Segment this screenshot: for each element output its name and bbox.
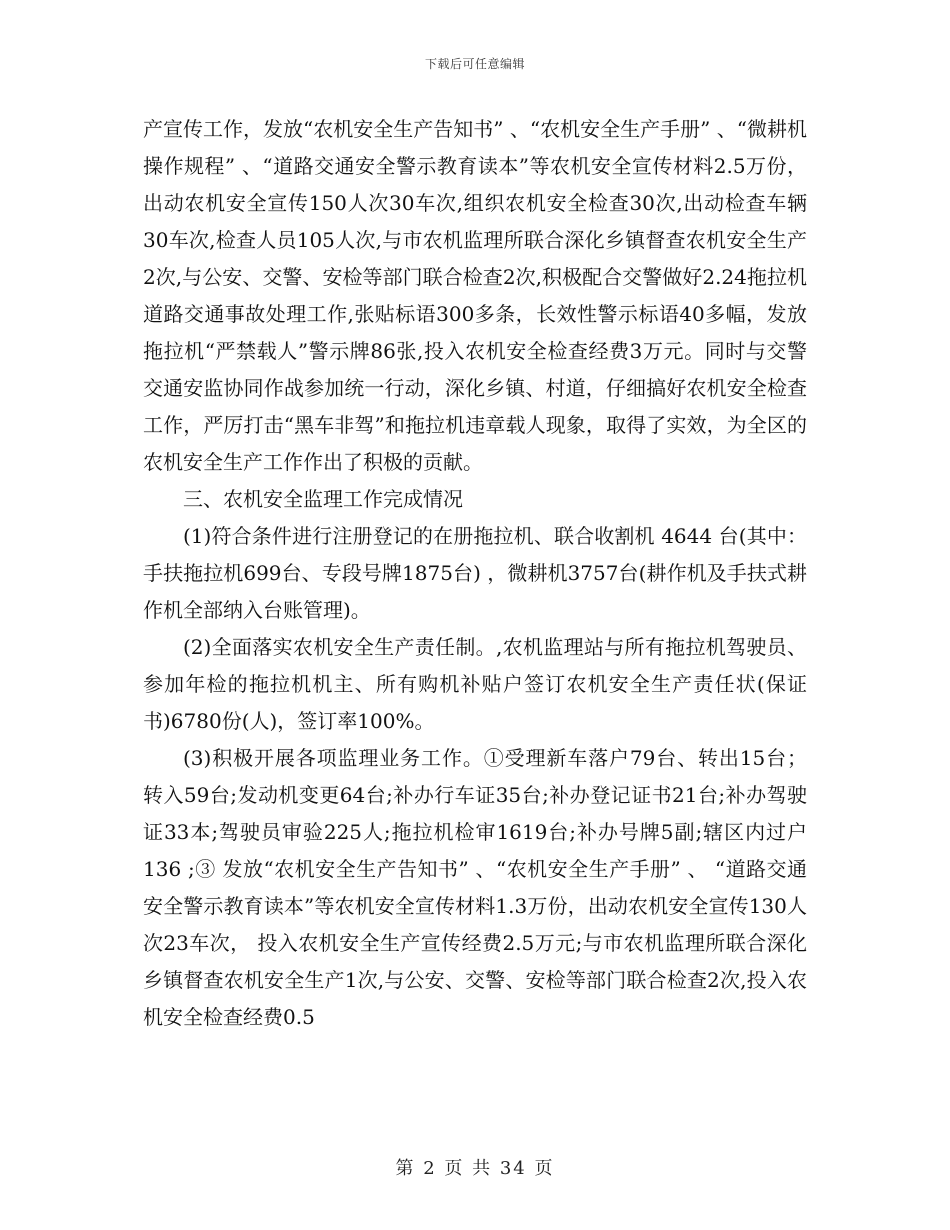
document-body [143, 111, 807, 1036]
list-item-1: (1)符合条件进行注册登记的在册拖拉机、联合收割机 4644 台(其中：手扶拖拉机699台、专段号牌1875台) ，微耕机3757台(耕作机及手扶式耕作机全部纳入台账管理)。 [143, 524, 807, 622]
list-item-2: (2)全面落实农机安全生产责任制。,农机监理站与所有拖拉机驾驶员、参加年检的拖拉机机主、所有购机补贴户签订农机安全生产责任状(保证书)6780份(人)，签订率100%。 [143, 635, 807, 733]
page-footer: 第 2 页 共 34 页 [395, 1158, 555, 1179]
section-heading: 三、农机安全监理工作完成情况 [183, 487, 463, 511]
paragraph-continued: 产宣传工作，发放“农机安全生产告知书” 、“农机安全生产手册” 、“微耕机操作规程” 、“道路交通安全警示教育读本”等农机安全宣传材料2.5万份，出动农机安全宣传150人次30车次,组织农机安全检查30次,出动检查车辆30车次,检查人员105人次,与市农机监理所联合深化乡镇督查农机安全生产2次,与公安、交警、安检等部门联合检查2次,积极配合交警做好2.24拖拉机道路交通事故处理工作,张贴标语300多条，长效性警示标语40多幅，发放拖拉机“严禁载人”警示牌86张,投入农机安全检查经费3万元。同时与交警交通安监协同作战参加统一行动，深化乡镇、村道，仔细搞好农机安全检查工作，严厉打击“黑车非驾”和拖拉机违章载人现象，取得了实效，为全区的农机安全生产工作作出了积极的贡献。 [143, 117, 807, 474]
list-item-3: (3)积极开展各项监理业务工作。①受理新车落户79台、转出15台； 转入59台;发动机变更64台;补办行车证35台;补办登记证书21台;补办驾驶证33本;驾驶员审验225人;拖拉机检审1619台;补办号牌5副;辖区内过户136 ;③ 发放“农机安全生产告知书” 、“农机安全生产手册” 、 “道路交通安全警示教育读本”等农机安全宣传材料1.3万份，出动农机安全宣传130人次23车次， 投入农机安全生产宣传经费2.5万元;与市农机监理所联合深化乡镇督查农机安全生产1次,与公安、交警、安检等部门联合检查2次,投入农机安全检查经费0.5 [143, 746, 807, 1029]
page-header: 下载后可任意编辑 [424, 57, 525, 71]
